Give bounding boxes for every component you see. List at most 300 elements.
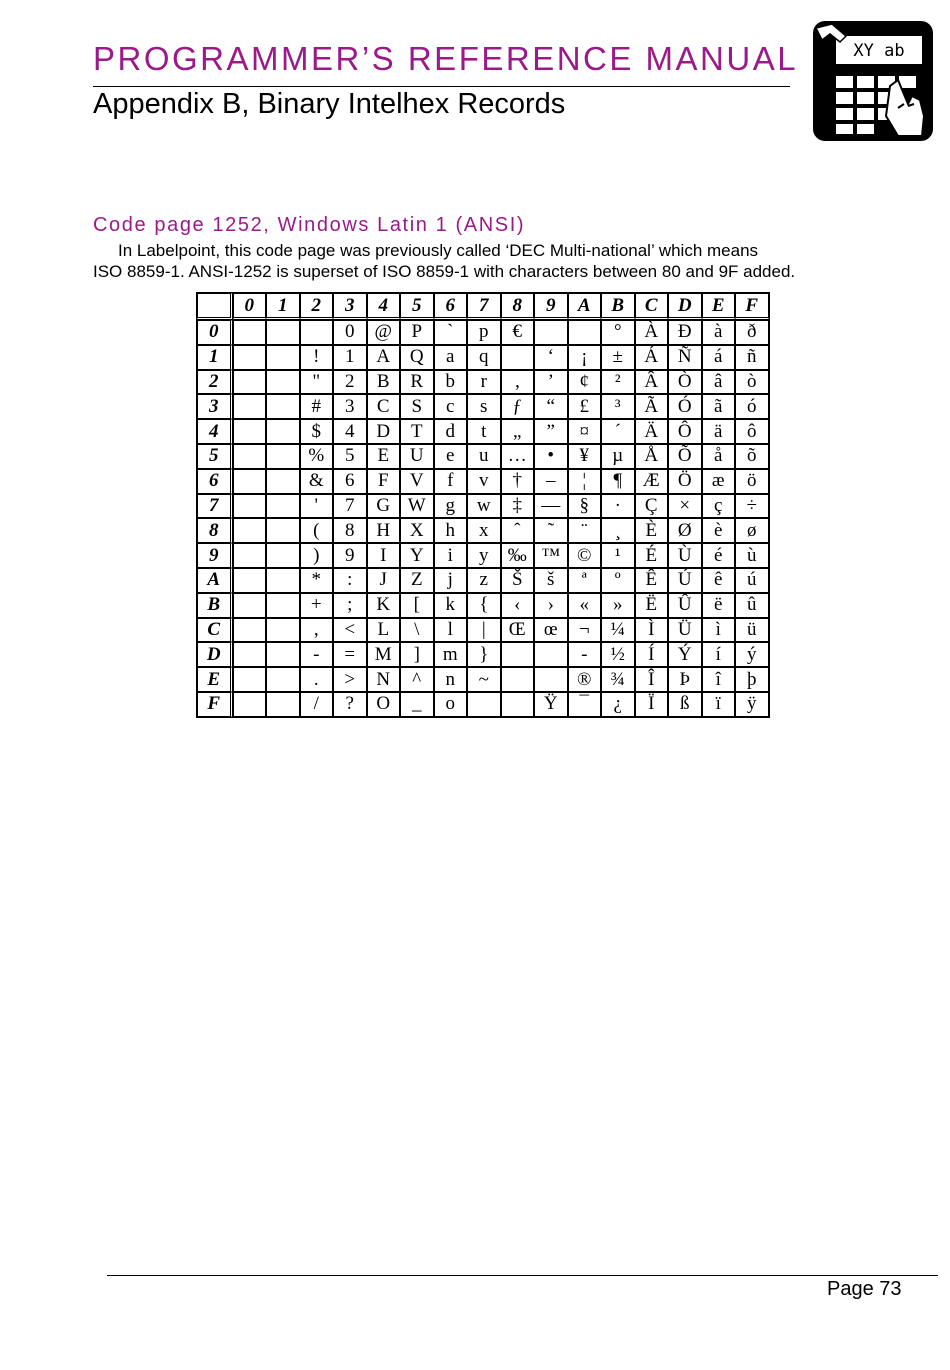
char-cell: © <box>568 543 602 568</box>
char-cell: Ù <box>668 543 702 568</box>
char-cell: Ý <box>668 642 702 667</box>
char-cell: 6 <box>333 469 367 494</box>
char-cell: < <box>333 618 367 643</box>
char-cell: ï <box>702 692 736 717</box>
char-cell: º <box>601 568 635 593</box>
table-row <box>197 667 769 692</box>
char-cell: - <box>568 642 602 667</box>
row-header: 0 <box>197 320 233 345</box>
table-row <box>197 642 769 667</box>
char-cell <box>233 469 267 494</box>
char-cell: ¥ <box>568 444 602 469</box>
char-cell: 8 <box>333 518 367 543</box>
char-cell: Î <box>635 667 669 692</box>
char-cell: • <box>534 444 568 469</box>
char-cell: u <box>467 444 501 469</box>
char-cell: › <box>534 593 568 618</box>
char-cell: Ñ <box>668 345 702 370</box>
row-header: 5 <box>197 444 233 469</box>
page-number: Page 73 <box>827 1278 902 1300</box>
char-cell: , <box>300 618 334 643</box>
char-cell: j <box>434 568 468 593</box>
char-cell: _ <box>400 692 434 717</box>
char-cell: Û <box>668 593 702 618</box>
char-cell: à <box>702 320 736 345</box>
char-cell: Æ <box>635 469 669 494</box>
char-cell: > <box>333 667 367 692</box>
char-cell: Ò <box>668 370 702 395</box>
char-cell: c <box>434 394 468 419</box>
char-cell <box>266 394 300 419</box>
char-cell <box>266 370 300 395</box>
char-cell: } <box>467 642 501 667</box>
table-row <box>197 419 769 444</box>
char-cell: 7 <box>333 494 367 519</box>
char-cell <box>501 667 535 692</box>
char-cell <box>233 370 267 395</box>
char-cell <box>266 667 300 692</box>
char-cell: ÷ <box>735 494 769 519</box>
char-cell <box>534 667 568 692</box>
char-cell <box>534 320 568 345</box>
column-header: D <box>668 293 702 320</box>
char-cell: 1 <box>333 345 367 370</box>
char-cell: I <box>367 543 401 568</box>
table-row <box>197 692 769 717</box>
char-cell: O <box>367 692 401 717</box>
char-cell: @ <box>367 320 401 345</box>
char-cell: ¸ <box>601 518 635 543</box>
char-cell: Ü <box>668 618 702 643</box>
char-cell <box>233 518 267 543</box>
char-cell: ® <box>568 667 602 692</box>
char-cell: « <box>568 593 602 618</box>
table-row <box>197 469 769 494</box>
char-cell: ° <box>601 320 635 345</box>
row-header: 3 <box>197 394 233 419</box>
char-cell: a <box>434 345 468 370</box>
char-cell: J <box>367 568 401 593</box>
char-cell: ç <box>702 494 736 519</box>
column-header: 3 <box>333 293 367 320</box>
char-cell <box>266 419 300 444</box>
char-cell: w <box>467 494 501 519</box>
char-cell: M <box>367 642 401 667</box>
char-cell: [ <box>400 593 434 618</box>
char-cell: ã <box>702 394 736 419</box>
column-header: 6 <box>434 293 468 320</box>
char-cell: * <box>300 568 334 593</box>
char-cell: – <box>534 469 568 494</box>
char-cell: # <box>300 394 334 419</box>
char-cell: V <box>400 469 434 494</box>
char-cell: p <box>467 320 501 345</box>
char-cell <box>266 568 300 593</box>
char-cell: ³ <box>601 394 635 419</box>
char-cell: ß <box>668 692 702 717</box>
char-cell: T <box>400 419 434 444</box>
char-cell: U <box>400 444 434 469</box>
char-cell: X <box>400 518 434 543</box>
char-cell: | <box>467 618 501 643</box>
table-row <box>197 320 769 345</box>
row-header: A <box>197 568 233 593</box>
char-cell: ƒ <box>501 394 535 419</box>
table-row <box>197 618 769 643</box>
char-cell <box>501 692 535 717</box>
char-cell: ‹ <box>501 593 535 618</box>
calculator-hand-logo-icon <box>812 20 934 142</box>
char-cell: ‚ <box>501 370 535 395</box>
char-cell: ˆ <box>501 518 535 543</box>
char-cell: 0 <box>333 320 367 345</box>
char-cell: ^ <box>400 667 434 692</box>
header-divider <box>93 86 790 87</box>
footer-divider <box>107 1275 938 1276</box>
char-cell: µ <box>601 444 635 469</box>
char-cell: ! <box>300 345 334 370</box>
row-header: 9 <box>197 543 233 568</box>
row-header: D <box>197 642 233 667</box>
char-cell: & <box>300 469 334 494</box>
char-cell <box>266 469 300 494</box>
char-cell: þ <box>735 667 769 692</box>
char-cell: R <box>400 370 434 395</box>
char-cell <box>266 543 300 568</box>
manual-title: PROGRAMMER’S REFERENCE MANUAL <box>93 40 799 77</box>
row-header: 1 <box>197 345 233 370</box>
char-cell: ” <box>534 419 568 444</box>
char-cell: ê <box>702 568 736 593</box>
char-cell: k <box>434 593 468 618</box>
char-cell: ò <box>735 370 769 395</box>
char-cell <box>266 345 300 370</box>
column-header: 5 <box>400 293 434 320</box>
column-header: E <box>702 293 736 320</box>
char-cell: š <box>534 568 568 593</box>
table-row <box>197 568 769 593</box>
char-cell: Ö <box>668 469 702 494</box>
char-cell: ë <box>702 593 736 618</box>
char-cell: S <box>400 394 434 419</box>
char-cell: £ <box>568 394 602 419</box>
row-header: 4 <box>197 419 233 444</box>
char-cell: P <box>400 320 434 345</box>
code-page-table <box>196 292 770 718</box>
char-cell: = <box>333 642 367 667</box>
section-heading: Code page 1252, Windows Latin 1 (ANSI) <box>93 214 526 236</box>
char-cell: ô <box>735 419 769 444</box>
char-cell <box>233 618 267 643</box>
char-cell: m <box>434 642 468 667</box>
char-cell: î <box>702 667 736 692</box>
char-cell: C <box>367 394 401 419</box>
row-header: 2 <box>197 370 233 395</box>
char-cell: Ø <box>668 518 702 543</box>
char-cell <box>266 642 300 667</box>
logo-text: XY ab <box>853 41 905 61</box>
char-cell: “ <box>534 394 568 419</box>
char-cell: Ì <box>635 618 669 643</box>
char-cell: ¨ <box>568 518 602 543</box>
char-cell <box>467 692 501 717</box>
char-cell: Ê <box>635 568 669 593</box>
char-cell: E <box>367 444 401 469</box>
char-cell: F <box>367 469 401 494</box>
column-header: 1 <box>266 293 300 320</box>
column-header: B <box>601 293 635 320</box>
char-cell: Â <box>635 370 669 395</box>
char-cell: r <box>467 370 501 395</box>
char-cell: d <box>434 419 468 444</box>
char-cell <box>266 320 300 345</box>
char-cell: h <box>434 518 468 543</box>
char-cell: 3 <box>333 394 367 419</box>
char-cell: \ <box>400 618 434 643</box>
char-cell: Þ <box>668 667 702 692</box>
char-cell: n <box>434 667 468 692</box>
char-cell: é <box>702 543 736 568</box>
char-cell: ¤ <box>568 419 602 444</box>
char-cell <box>233 444 267 469</box>
char-cell: 9 <box>333 543 367 568</box>
column-header: 8 <box>501 293 535 320</box>
char-cell: 2 <box>333 370 367 395</box>
char-cell: ñ <box>735 345 769 370</box>
char-cell <box>266 618 300 643</box>
char-cell: â <box>702 370 736 395</box>
char-cell: ² <box>601 370 635 395</box>
column-header: 7 <box>467 293 501 320</box>
char-cell: è <box>702 518 736 543</box>
char-cell: ( <box>300 518 334 543</box>
intro-paragraph <box>93 240 883 282</box>
char-cell: ¿ <box>601 692 635 717</box>
char-cell: b <box>434 370 468 395</box>
char-cell: D <box>367 419 401 444</box>
char-cell: Ç <box>635 494 669 519</box>
char-cell: ª <box>568 568 602 593</box>
char-cell: » <box>601 593 635 618</box>
char-cell <box>233 667 267 692</box>
char-cell: ™ <box>534 543 568 568</box>
char-cell: „ <box>501 419 535 444</box>
column-header: F <box>735 293 769 320</box>
char-cell: Õ <box>668 444 702 469</box>
char-cell: ¡ <box>568 345 602 370</box>
char-cell: { <box>467 593 501 618</box>
char-cell: Z <box>400 568 434 593</box>
char-cell: ‰ <box>501 543 535 568</box>
char-cell: Ä <box>635 419 669 444</box>
char-cell: Š <box>501 568 535 593</box>
char-cell: B <box>367 370 401 395</box>
char-cell: œ <box>534 618 568 643</box>
char-cell: v <box>467 469 501 494</box>
char-cell: ½ <box>601 642 635 667</box>
char-cell: e <box>434 444 468 469</box>
char-cell: 5 <box>333 444 367 469</box>
char-cell: t <box>467 419 501 444</box>
row-header: E <box>197 667 233 692</box>
char-cell: á <box>702 345 736 370</box>
char-cell: H <box>367 518 401 543</box>
char-cell <box>501 642 535 667</box>
char-cell: i <box>434 543 468 568</box>
row-header: 8 <box>197 518 233 543</box>
char-cell: z <box>467 568 501 593</box>
char-cell: ~ <box>467 667 501 692</box>
char-cell: W <box>400 494 434 519</box>
char-cell: ð <box>735 320 769 345</box>
char-cell: ´ <box>601 419 635 444</box>
char-cell <box>233 642 267 667</box>
char-cell: Ó <box>668 394 702 419</box>
char-cell: ù <box>735 543 769 568</box>
char-cell: § <box>568 494 602 519</box>
char-cell: ’ <box>534 370 568 395</box>
column-header: 4 <box>367 293 401 320</box>
char-cell <box>300 320 334 345</box>
row-header: B <box>197 593 233 618</box>
char-cell: + <box>300 593 334 618</box>
row-header: F <box>197 692 233 717</box>
char-cell: ¬ <box>568 618 602 643</box>
column-header: C <box>635 293 669 320</box>
char-cell: G <box>367 494 401 519</box>
char-cell: y <box>467 543 501 568</box>
char-cell <box>233 345 267 370</box>
char-cell: Ÿ <box>534 692 568 717</box>
char-cell: f <box>434 469 468 494</box>
char-cell: . <box>300 667 334 692</box>
char-cell: ¹ <box>601 543 635 568</box>
table-body <box>197 320 769 717</box>
char-cell: ü <box>735 618 769 643</box>
char-cell: ó <box>735 394 769 419</box>
char-cell <box>233 568 267 593</box>
column-header: 0 <box>233 293 267 320</box>
table-row <box>197 345 769 370</box>
char-cell: È <box>635 518 669 543</box>
char-cell: € <box>501 320 535 345</box>
column-header-row <box>197 293 769 320</box>
appendix-title: Appendix B, Binary Intelhex Records <box>93 88 566 120</box>
char-cell: Á <box>635 345 669 370</box>
char-cell: ˜ <box>534 518 568 543</box>
char-cell: l <box>434 618 468 643</box>
char-cell: · <box>601 494 635 519</box>
char-cell <box>266 444 300 469</box>
char-cell: % <box>300 444 334 469</box>
char-cell <box>233 593 267 618</box>
char-cell: Ë <box>635 593 669 618</box>
char-cell <box>534 642 568 667</box>
char-cell <box>233 394 267 419</box>
char-cell: † <box>501 469 535 494</box>
char-cell: - <box>300 642 334 667</box>
char-cell <box>233 494 267 519</box>
intro-line-1: In Labelpoint, this code page was previously called ‘DEC Multi-national’ which means <box>118 241 759 260</box>
char-cell: Œ <box>501 618 535 643</box>
column-header: 2 <box>300 293 334 320</box>
table-corner <box>197 293 233 320</box>
char-cell: 4 <box>333 419 367 444</box>
char-cell: ¢ <box>568 370 602 395</box>
char-cell: ú <box>735 568 769 593</box>
char-cell: ' <box>300 494 334 519</box>
char-cell: ý <box>735 642 769 667</box>
char-cell: × <box>668 494 702 519</box>
char-cell: : <box>333 568 367 593</box>
char-cell: $ <box>300 419 334 444</box>
char-cell <box>233 543 267 568</box>
row-header: 6 <box>197 469 233 494</box>
table-row <box>197 543 769 568</box>
char-cell: É <box>635 543 669 568</box>
char-cell <box>568 320 602 345</box>
char-cell: Ï <box>635 692 669 717</box>
char-cell: À <box>635 320 669 345</box>
char-cell: Ô <box>668 419 702 444</box>
char-cell: õ <box>735 444 769 469</box>
char-cell: N <box>367 667 401 692</box>
char-cell: ± <box>601 345 635 370</box>
char-cell: ‡ <box>501 494 535 519</box>
intro-line-2: ISO 8859-1. ANSI-1252 is superset of ISO 8859-1 with characters between 80 and 9F added. <box>93 262 796 281</box>
char-cell: ] <box>400 642 434 667</box>
char-cell: ) <box>300 543 334 568</box>
char-cell <box>266 692 300 717</box>
table-row <box>197 394 769 419</box>
char-cell: ` <box>434 320 468 345</box>
char-cell: g <box>434 494 468 519</box>
char-cell: Y <box>400 543 434 568</box>
char-cell: s <box>467 394 501 419</box>
char-cell: Ú <box>668 568 702 593</box>
char-cell <box>233 692 267 717</box>
char-cell <box>233 320 267 345</box>
row-header: C <box>197 618 233 643</box>
char-cell: L <box>367 618 401 643</box>
char-cell: / <box>300 692 334 717</box>
char-cell: ; <box>333 593 367 618</box>
table-row <box>197 370 769 395</box>
char-cell: û <box>735 593 769 618</box>
char-cell: x <box>467 518 501 543</box>
char-cell: ? <box>333 692 367 717</box>
char-cell: Ã <box>635 394 669 419</box>
char-cell: A <box>367 345 401 370</box>
char-cell: å <box>702 444 736 469</box>
table-row <box>197 444 769 469</box>
char-cell: q <box>467 345 501 370</box>
char-cell: ¦ <box>568 469 602 494</box>
char-cell: ¶ <box>601 469 635 494</box>
char-cell <box>501 345 535 370</box>
char-cell: ‘ <box>534 345 568 370</box>
char-cell: Ð <box>668 320 702 345</box>
char-cell: æ <box>702 469 736 494</box>
char-cell: í <box>702 642 736 667</box>
char-cell <box>266 494 300 519</box>
char-cell: K <box>367 593 401 618</box>
row-header: 7 <box>197 494 233 519</box>
char-cell: ¼ <box>601 618 635 643</box>
column-header: 9 <box>534 293 568 320</box>
char-cell <box>266 518 300 543</box>
char-cell: Í <box>635 642 669 667</box>
